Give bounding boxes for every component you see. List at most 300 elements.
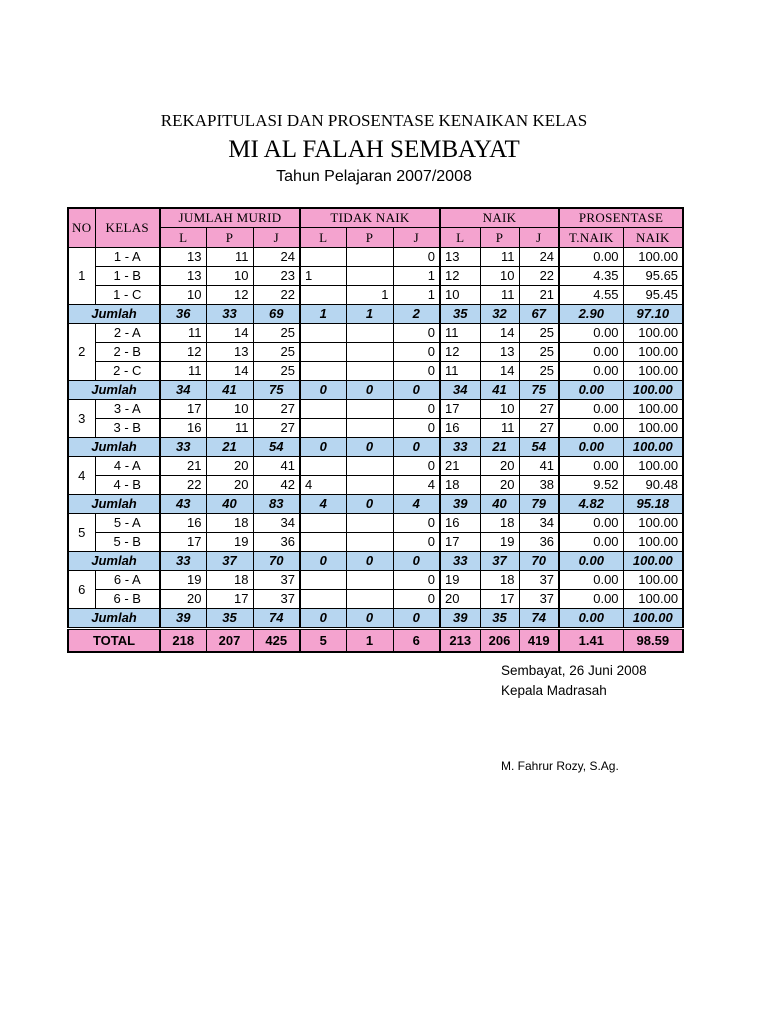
jumlah-tp-cell: 1: [346, 305, 393, 324]
row-jj-cell: 42: [253, 476, 300, 495]
jumlah-tl-cell: 4: [300, 495, 346, 514]
total-jl-cell: 218: [160, 629, 206, 653]
row-pn-cell: 100.00: [623, 343, 683, 362]
jumlah-nl-cell: 39: [440, 495, 480, 514]
jumlah-nj-cell: 54: [519, 438, 559, 457]
row-nj-cell: 27: [519, 400, 559, 419]
row-pn-cell: 100.00: [623, 533, 683, 552]
jumlah-tl-cell: 0: [300, 609, 346, 629]
row-jl-cell: 13: [160, 248, 206, 267]
jumlah-nl-cell: 39: [440, 609, 480, 629]
jumlah-pt-cell: 0.00: [559, 438, 623, 457]
jumlah-pt-cell: 0.00: [559, 381, 623, 400]
row-jp-cell: 13: [206, 343, 253, 362]
row-nj-cell: 37: [519, 590, 559, 609]
jumlah-jp-cell: 21: [206, 438, 253, 457]
row-tl-cell: [300, 419, 346, 438]
jumlah-nl-cell: 33: [440, 438, 480, 457]
jumlah-nj-cell: 79: [519, 495, 559, 514]
jumlah-nj-cell: 67: [519, 305, 559, 324]
row-pt-cell: 0.00: [559, 533, 623, 552]
jumlah-tl-cell: 0: [300, 438, 346, 457]
row-kelas-cell: 6 - B: [95, 590, 160, 609]
row-kelas-cell: 2 - B: [95, 343, 160, 362]
total-nj-cell: 419: [519, 629, 559, 653]
row-nj-cell: 41: [519, 457, 559, 476]
jumlah-tp-cell: 0: [346, 552, 393, 571]
row-np-cell: 11: [480, 248, 519, 267]
sub-j-header: J: [393, 228, 440, 248]
sub-l-header: L: [440, 228, 480, 248]
row-tl-cell: [300, 514, 346, 533]
row-pn-cell: 100.00: [623, 571, 683, 590]
signature-position: Kepala Madrasah: [501, 683, 607, 698]
table-row: [68, 419, 683, 438]
jumlah-np-cell: 40: [480, 495, 519, 514]
row-pt-cell: 0.00: [559, 400, 623, 419]
jumlah-np-cell: 21: [480, 438, 519, 457]
row-nj-cell: 25: [519, 324, 559, 343]
row-tl-cell: [300, 248, 346, 267]
row-nl-cell: 11: [440, 362, 480, 381]
row-tj-cell: 1: [393, 267, 440, 286]
jumlah-pt-cell: 2.90: [559, 305, 623, 324]
jumlah-label: Jumlah: [68, 438, 160, 457]
row-pn-cell: 100.00: [623, 590, 683, 609]
row-pn-cell: 100.00: [623, 248, 683, 267]
row-tl-cell: [300, 457, 346, 476]
row-kelas-cell: 5 - B: [95, 533, 160, 552]
row-tp-cell: [346, 248, 393, 267]
row-pt-cell: 9.52: [559, 476, 623, 495]
sub-j-header: J: [253, 228, 300, 248]
jumlah-row: [68, 381, 683, 400]
jumlah-jp-cell: 37: [206, 552, 253, 571]
row-jp-cell: 14: [206, 362, 253, 381]
jumlah-label: Jumlah: [68, 381, 160, 400]
row-jj-cell: 36: [253, 533, 300, 552]
jumlah-np-cell: 32: [480, 305, 519, 324]
row-kelas-cell: 2 - C: [95, 362, 160, 381]
jumlah-pt-cell: 0.00: [559, 552, 623, 571]
total-label: TOTAL: [68, 629, 160, 653]
jumlah-jl-cell: 39: [160, 609, 206, 629]
jumlah-jl-cell: 43: [160, 495, 206, 514]
row-jj-cell: 23: [253, 267, 300, 286]
row-tj-cell: 0: [393, 514, 440, 533]
row-tj-cell: 0: [393, 419, 440, 438]
row-np-cell: 18: [480, 514, 519, 533]
row-tp-cell: 1: [346, 286, 393, 305]
jumlah-nj-cell: 74: [519, 609, 559, 629]
signature-name: M. Fahrur Rozy, S.Ag.: [501, 759, 619, 773]
sub-tnaik-header: T.NAIK: [559, 228, 623, 248]
row-pn-cell: 100.00: [623, 362, 683, 381]
row-jj-cell: 27: [253, 419, 300, 438]
row-pn-cell: 95.45: [623, 286, 683, 305]
jumlah-np-cell: 35: [480, 609, 519, 629]
promotion-table: [67, 207, 684, 653]
jumlah-tj-cell: 0: [393, 552, 440, 571]
row-tl-cell: [300, 362, 346, 381]
jumlah-jp-cell: 35: [206, 609, 253, 629]
total-jp-cell: 207: [206, 629, 253, 653]
row-pn-cell: 100.00: [623, 514, 683, 533]
col-naik-header: NAIK: [440, 208, 559, 228]
school-name: MI AL FALAH SEMBAYAT: [228, 136, 520, 163]
jumlah-nl-cell: 35: [440, 305, 480, 324]
row-tj-cell: 1: [393, 286, 440, 305]
table-row: [68, 457, 683, 476]
jumlah-jj-cell: 75: [253, 381, 300, 400]
row-tl-cell: [300, 571, 346, 590]
row-nj-cell: 38: [519, 476, 559, 495]
row-jj-cell: 22: [253, 286, 300, 305]
sub-naik-pct-header: NAIK: [623, 228, 683, 248]
jumlah-np-cell: 41: [480, 381, 519, 400]
total-np-cell: 206: [480, 629, 519, 653]
row-jj-cell: 27: [253, 400, 300, 419]
row-jj-cell: 41: [253, 457, 300, 476]
jumlah-jj-cell: 69: [253, 305, 300, 324]
row-pt-cell: 0.00: [559, 362, 623, 381]
jumlah-row: [68, 495, 683, 514]
jumlah-jl-cell: 33: [160, 552, 206, 571]
row-tl-cell: [300, 343, 346, 362]
row-pt-cell: 0.00: [559, 248, 623, 267]
row-pn-cell: 100.00: [623, 400, 683, 419]
row-nj-cell: 36: [519, 533, 559, 552]
row-tl-cell: [300, 533, 346, 552]
total-jj-cell: 425: [253, 629, 300, 653]
row-kelas-cell: 4 - A: [95, 457, 160, 476]
row-np-cell: 18: [480, 571, 519, 590]
total-tj-cell: 6: [393, 629, 440, 653]
row-tp-cell: [346, 362, 393, 381]
row-jl-cell: 17: [160, 533, 206, 552]
row-nl-cell: 13: [440, 248, 480, 267]
row-tj-cell: 0: [393, 400, 440, 419]
jumlah-label: Jumlah: [68, 495, 160, 514]
jumlah-jj-cell: 74: [253, 609, 300, 629]
col-no-header: NO: [68, 208, 95, 248]
jumlah-label: Jumlah: [68, 609, 160, 629]
jumlah-nj-cell: 75: [519, 381, 559, 400]
row-np-cell: 14: [480, 362, 519, 381]
row-tl-cell: 4: [300, 476, 346, 495]
row-tp-cell: [346, 267, 393, 286]
row-np-cell: 10: [480, 400, 519, 419]
row-tp-cell: [346, 533, 393, 552]
row-np-cell: 10: [480, 267, 519, 286]
row-tp-cell: [346, 457, 393, 476]
row-nj-cell: 25: [519, 362, 559, 381]
col-kelas-header: KELAS: [95, 208, 160, 248]
jumlah-jl-cell: 33: [160, 438, 206, 457]
row-tp-cell: [346, 419, 393, 438]
row-nl-cell: 10: [440, 286, 480, 305]
row-jp-cell: 19: [206, 533, 253, 552]
row-jj-cell: 25: [253, 362, 300, 381]
row-tj-cell: 0: [393, 362, 440, 381]
row-nj-cell: 34: [519, 514, 559, 533]
jumlah-tp-cell: 0: [346, 495, 393, 514]
row-jp-cell: 11: [206, 419, 253, 438]
row-jp-cell: 17: [206, 590, 253, 609]
sub-p-header: P: [346, 228, 393, 248]
row-tl-cell: [300, 324, 346, 343]
row-jl-cell: 11: [160, 362, 206, 381]
row-np-cell: 19: [480, 533, 519, 552]
row-tp-cell: [346, 514, 393, 533]
jumlah-tp-cell: 0: [346, 381, 393, 400]
row-np-cell: 17: [480, 590, 519, 609]
row-jl-cell: 20: [160, 590, 206, 609]
row-nl-cell: 12: [440, 343, 480, 362]
row-kelas-cell: 1 - B: [95, 267, 160, 286]
row-tp-cell: [346, 400, 393, 419]
jumlah-nl-cell: 33: [440, 552, 480, 571]
row-jp-cell: 11: [206, 248, 253, 267]
row-jl-cell: 22: [160, 476, 206, 495]
table-row: [68, 400, 683, 419]
row-jp-cell: 18: [206, 571, 253, 590]
header-row-2: [68, 228, 683, 248]
row-jl-cell: 13: [160, 267, 206, 286]
row-nl-cell: 18: [440, 476, 480, 495]
row-kelas-cell: 2 - A: [95, 324, 160, 343]
row-jl-cell: 12: [160, 343, 206, 362]
jumlah-tl-cell: 0: [300, 552, 346, 571]
jumlah-row: [68, 305, 683, 324]
jumlah-pn-cell: 97.10: [623, 305, 683, 324]
row-nl-cell: 19: [440, 571, 480, 590]
jumlah-row: [68, 552, 683, 571]
row-kelas-cell: 1 - A: [95, 248, 160, 267]
row-no-cell: 2: [68, 324, 95, 381]
row-jl-cell: 16: [160, 514, 206, 533]
row-kelas-cell: 1 - C: [95, 286, 160, 305]
row-tl-cell: [300, 590, 346, 609]
row-kelas-cell: 3 - B: [95, 419, 160, 438]
signature-place-date: Sembayat, 26 Juni 2008: [501, 663, 647, 678]
jumlah-np-cell: 37: [480, 552, 519, 571]
jumlah-tj-cell: 0: [393, 438, 440, 457]
row-pt-cell: 0.00: [559, 457, 623, 476]
jumlah-tl-cell: 0: [300, 381, 346, 400]
row-pn-cell: 100.00: [623, 457, 683, 476]
jumlah-label: Jumlah: [68, 552, 160, 571]
table-row: [68, 343, 683, 362]
row-pt-cell: 0.00: [559, 343, 623, 362]
table-row: [68, 362, 683, 381]
row-pn-cell: 100.00: [623, 324, 683, 343]
row-jj-cell: 25: [253, 343, 300, 362]
row-tj-cell: 0: [393, 533, 440, 552]
row-tl-cell: [300, 400, 346, 419]
row-tj-cell: 0: [393, 343, 440, 362]
sub-p-header: P: [206, 228, 253, 248]
row-pt-cell: 0.00: [559, 324, 623, 343]
row-tj-cell: 4: [393, 476, 440, 495]
row-nl-cell: 17: [440, 400, 480, 419]
jumlah-nj-cell: 70: [519, 552, 559, 571]
row-jl-cell: 10: [160, 286, 206, 305]
sub-l-header: L: [300, 228, 346, 248]
row-nj-cell: 21: [519, 286, 559, 305]
row-jj-cell: 24: [253, 248, 300, 267]
row-kelas-cell: 5 - A: [95, 514, 160, 533]
row-tj-cell: 0: [393, 248, 440, 267]
total-pn-cell: 98.59: [623, 629, 683, 653]
table-row: [68, 286, 683, 305]
row-np-cell: 20: [480, 476, 519, 495]
jumlah-jj-cell: 83: [253, 495, 300, 514]
row-nj-cell: 27: [519, 419, 559, 438]
row-nl-cell: 17: [440, 533, 480, 552]
row-jl-cell: 21: [160, 457, 206, 476]
jumlah-tj-cell: 2: [393, 305, 440, 324]
row-tj-cell: 0: [393, 457, 440, 476]
col-prosentase-header: PROSENTASE: [559, 208, 683, 228]
col-tidak-naik-header: TIDAK NAIK: [300, 208, 440, 228]
jumlah-jj-cell: 54: [253, 438, 300, 457]
row-jp-cell: 18: [206, 514, 253, 533]
jumlah-row: [68, 609, 683, 629]
report-title: REKAPITULASI DAN PROSENTASE KENAIKAN KELAS: [160, 111, 588, 130]
table-body: [68, 248, 683, 653]
sub-p-header: P: [480, 228, 519, 248]
row-pt-cell: 4.55: [559, 286, 623, 305]
jumlah-tp-cell: 0: [346, 609, 393, 629]
table-row: [68, 514, 683, 533]
row-np-cell: 11: [480, 419, 519, 438]
jumlah-pt-cell: 4.82: [559, 495, 623, 514]
total-row: [68, 629, 683, 653]
row-tl-cell: 1: [300, 267, 346, 286]
jumlah-jp-cell: 33: [206, 305, 253, 324]
row-nl-cell: 12: [440, 267, 480, 286]
row-np-cell: 20: [480, 457, 519, 476]
table-row: [68, 476, 683, 495]
row-jj-cell: 37: [253, 571, 300, 590]
jumlah-tj-cell: 4: [393, 495, 440, 514]
total-tp-cell: 1: [346, 629, 393, 653]
row-jp-cell: 14: [206, 324, 253, 343]
row-jl-cell: 17: [160, 400, 206, 419]
row-jp-cell: 10: [206, 267, 253, 286]
row-tj-cell: 0: [393, 324, 440, 343]
row-pt-cell: 4.35: [559, 267, 623, 286]
jumlah-jp-cell: 40: [206, 495, 253, 514]
row-tp-cell: [346, 324, 393, 343]
row-pn-cell: 90.48: [623, 476, 683, 495]
header-row-1: [68, 208, 683, 228]
row-jl-cell: 16: [160, 419, 206, 438]
jumlah-pn-cell: 100.00: [623, 609, 683, 629]
row-jp-cell: 20: [206, 457, 253, 476]
row-nl-cell: 20: [440, 590, 480, 609]
total-tl-cell: 5: [300, 629, 346, 653]
row-jj-cell: 25: [253, 324, 300, 343]
jumlah-label: Jumlah: [68, 305, 160, 324]
row-nl-cell: 16: [440, 514, 480, 533]
table-row: [68, 571, 683, 590]
row-np-cell: 14: [480, 324, 519, 343]
jumlah-row: [68, 438, 683, 457]
jumlah-pn-cell: 100.00: [623, 438, 683, 457]
row-tp-cell: [346, 571, 393, 590]
row-no-cell: 3: [68, 400, 95, 438]
jumlah-jl-cell: 34: [160, 381, 206, 400]
row-nj-cell: 24: [519, 248, 559, 267]
jumlah-tj-cell: 0: [393, 381, 440, 400]
row-pn-cell: 95.65: [623, 267, 683, 286]
table-row: [68, 533, 683, 552]
row-tj-cell: 0: [393, 571, 440, 590]
row-nj-cell: 22: [519, 267, 559, 286]
row-nj-cell: 37: [519, 571, 559, 590]
sub-j-header: J: [519, 228, 559, 248]
row-no-cell: 6: [68, 571, 95, 609]
row-jp-cell: 10: [206, 400, 253, 419]
row-nj-cell: 25: [519, 343, 559, 362]
row-np-cell: 11: [480, 286, 519, 305]
total-nl-cell: 213: [440, 629, 480, 653]
sub-l-header: L: [160, 228, 206, 248]
row-pn-cell: 100.00: [623, 419, 683, 438]
row-jp-cell: 20: [206, 476, 253, 495]
jumlah-pn-cell: 95.18: [623, 495, 683, 514]
row-jl-cell: 11: [160, 324, 206, 343]
row-nl-cell: 21: [440, 457, 480, 476]
row-jp-cell: 12: [206, 286, 253, 305]
row-tj-cell: 0: [393, 590, 440, 609]
jumlah-tj-cell: 0: [393, 609, 440, 629]
row-jj-cell: 34: [253, 514, 300, 533]
jumlah-pn-cell: 100.00: [623, 552, 683, 571]
col-jumlah-murid-header: JUMLAH MURID: [160, 208, 300, 228]
row-jl-cell: 19: [160, 571, 206, 590]
row-tp-cell: [346, 343, 393, 362]
jumlah-tl-cell: 1: [300, 305, 346, 324]
jumlah-jp-cell: 41: [206, 381, 253, 400]
row-pt-cell: 0.00: [559, 514, 623, 533]
row-nl-cell: 11: [440, 324, 480, 343]
table-row: [68, 324, 683, 343]
table-row: [68, 590, 683, 609]
row-pt-cell: 0.00: [559, 419, 623, 438]
row-pt-cell: 0.00: [559, 571, 623, 590]
table-row: [68, 248, 683, 267]
jumlah-pt-cell: 0.00: [559, 609, 623, 629]
table-row: [68, 267, 683, 286]
jumlah-jl-cell: 36: [160, 305, 206, 324]
row-nl-cell: 16: [440, 419, 480, 438]
row-pt-cell: 0.00: [559, 590, 623, 609]
row-tl-cell: [300, 286, 346, 305]
academic-year: Tahun Pelajaran 2007/2008: [276, 168, 472, 185]
row-no-cell: 1: [68, 248, 95, 305]
row-kelas-cell: 6 - A: [95, 571, 160, 590]
row-np-cell: 13: [480, 343, 519, 362]
total-pt-cell: 1.41: [559, 629, 623, 653]
row-jj-cell: 37: [253, 590, 300, 609]
jumlah-tp-cell: 0: [346, 438, 393, 457]
row-no-cell: 4: [68, 457, 95, 495]
row-kelas-cell: 3 - A: [95, 400, 160, 419]
jumlah-jj-cell: 70: [253, 552, 300, 571]
